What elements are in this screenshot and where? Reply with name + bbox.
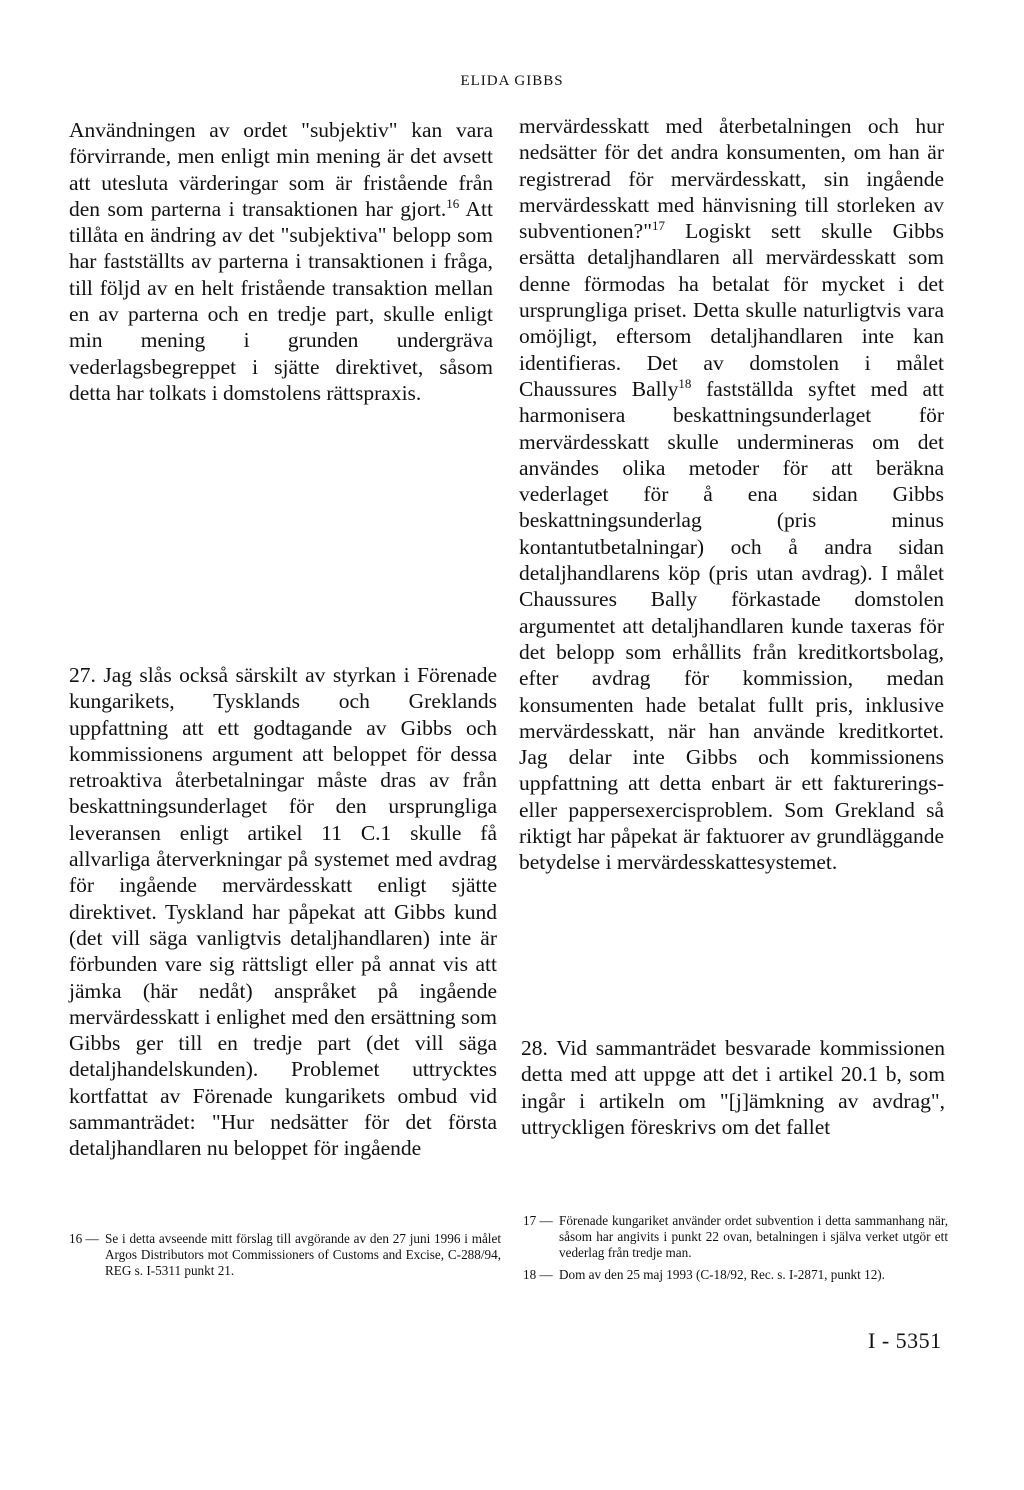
paragraph-text: Logiskt sett skulle Gibbs ersätta detaljhandlaren all mervärdesskatt som denne förmodas ha betalat för mycket i det ursprungliga priset. Detta skulle naturligtvis vara omöjligt, eftersom detaljhandlaren inte kan identifieras. Det av domstolen i målet Chaussures Bally [519,219,944,401]
running-head: ELIDA GIBBS [460,73,564,89]
footnote-16 [69,1231,501,1279]
paragraph-text: fastställda syftet med att harmonisera beskattningsunderlaget för mervärdesskatt skulle undermineras om det användes olika metoder för att beräkna vederlaget för å ena sidan Gibbs beskattningsunderlag (pris minus kontantutbetalningar) och å andra sidan detaljhandlarens köp (pris utan avdrag). I målet Chaussures Bally förkastade domstolen argumentet att detaljhandlaren kunde taxeras för det belopp som erhållits från kreditkortsbolag, efter avdrag för kommission, medan konsumenten hade betalat fullt pris, inklusive mervärdesskatt, när han använde kreditkortet. Jag delar inte Gibbs och kommissionens uppfattning att detta enbart är ett fakturerings-eller pappersexercisproblem. Som Grekland så riktigt har påpekat är faktuorer av grundläggande betydelse i mervärdesskattesystemet. [519,376,944,875]
footnote-number: 17 — [523,1213,553,1228]
footnote-number: 18 — [523,1267,553,1282]
footnote-reference: 17 [651,218,665,234]
paragraph-text: Användningen av ordet "subjektiv" kan vara förvirrande, men enligt min mening är det avsett att utesluta värderingar som är fristående från den som parterna i transaktionen har gjort. [69,118,493,221]
footnote-reference: 16 [446,195,460,211]
paragraph-text: mervärdesskatt med återbetalningen och hur nedsätter för det andra konsumenten, om han är registrerad för mervärdesskatt, sin ingående mervärdesskatt med hänvisning till storleken av subventionen?" [519,114,944,244]
left-column-paragraph [69,117,493,406]
paragraph-27 [69,662,497,1162]
right-column-paragraph [519,113,944,876]
footnote-reference: 18 [678,375,692,391]
paragraph-text: Att tillåta en ändring av det "subjektiva" belopp som har fastställts av parterna i transaktionen i fråga, till följd av en helt fristående transaktion mellan en av parterna och en tredje part, skulle enligt min mening i grunden undergräva vederlagsbegreppet i sjätte direktivet, såsom detta har tolkats i domstolens rättspraxis. [69,196,493,405]
footnote-text: Förenade kungariket använder ordet subvention i detta sammanhang när, såsom har angivits i punkt 22 ovan, betalningen i själva verket utgör ett vederlag från tredje man. [559,1213,948,1260]
paragraph-text: 28. Vid sammanträdet besvarade kommissionen detta med att uppge att det i artikel 20.1 b, som ingår i artikeln om "[j]ämkning av avdrag", uttryckligen föreskrivs om det fallet [521,1036,945,1139]
footnote-18 [523,1267,948,1283]
footnote-number: 16 — [69,1231,99,1246]
page-number: I - 5351 [868,1328,942,1353]
footnote-17 [523,1213,948,1261]
footnote-text: Se i detta avseende mitt förslag till avgörande av den 27 juni 1996 i målet Argos Distributors mot Commissioners of Customs and Excise, C-288/94, REG s. I-5311 punkt 21. [105,1231,501,1278]
footnote-text: Dom av den 25 maj 1993 (C-18/92, Rec. s. I-2871, punkt 12). [559,1267,885,1282]
paragraph-28 [521,1035,945,1140]
paragraph-text: 27. Jag slås också särskilt av styrkan i Förenade kungarikets, Tysklands och Greklands uppfattning att ett godtagande av Gibbs och kommissionens argument att beloppet för dessa retroaktiva återbetalningar måste dras av från beskattningsunderlaget för den ursprungliga leveransen enligt artikel 11 C.1 skulle få allvarliga återverkningar på systemet med avdrag för ingående mervärdesskatt enligt sjätte direktivet. Tyskland har påpekat att Gibbs kund (det vill säga vanligtvis detaljhandlaren) inte är förbunden vare sig rättsligt eller på annat vis att jämka (här nedåt) anspråket på ingående mervärdesskatt i enlighet med den ersättning som Gibbs ger till en tredje part (det vill säga detaljhandelskunden). Problemet uttrycktes kortfattat av Förenade kungarikets ombud vid sammanträdet: "Hur nedsätter för det första detaljhandlaren nu beloppet för ingående [69,663,497,1161]
